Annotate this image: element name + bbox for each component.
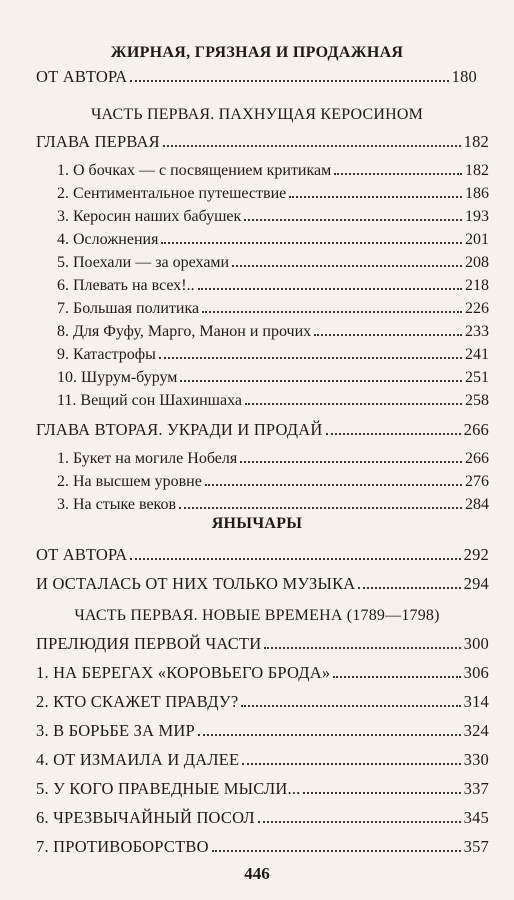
book2-title-text: ЯНЫЧАРЫ	[211, 515, 303, 532]
toc-entry-label: ГЛАВА ПЕРВАЯ	[36, 132, 160, 151]
toc-entry-page: 182	[463, 132, 489, 151]
toc-entry[interactable]	[0, 829, 514, 857]
part-title-text: ЧАСТЬ ПЕРВАЯ. НОВЫЕ ВРЕМЕНА (1789—1798)	[74, 607, 440, 624]
toc-entry-label: 7. ПРОТИВОБОРСТВО	[36, 837, 209, 856]
leader-dots	[264, 647, 460, 649]
book1-title	[0, 34, 514, 62]
toc-entry-page: 300	[463, 634, 489, 653]
toc-entry-page: 276	[465, 473, 489, 490]
leader-dots	[242, 763, 460, 765]
book2-title	[0, 505, 514, 533]
leader-dots	[333, 676, 460, 678]
toc-entry-label: 3. На стыке веков	[57, 496, 177, 513]
leader-dots	[198, 734, 461, 736]
toc-entry[interactable]	[0, 742, 514, 770]
toc-entry-label: ГЛАВА ВТОРАЯ. УКРАДИ И ПРОДАЙ	[36, 420, 323, 439]
toc-entry-chapter1[interactable]	[0, 124, 514, 152]
toc-entry-page: 266	[465, 450, 489, 467]
toc-entry-label: 6. Плевать на всех!..	[57, 277, 195, 294]
toc-entry-page: 324	[463, 721, 489, 740]
leader-dots	[326, 433, 461, 435]
toc-entry-page: 314	[463, 692, 489, 711]
toc-entry-label: 8. Для Фуфу, Марго, Манон и прочих	[57, 323, 312, 340]
leader-dots	[241, 705, 460, 707]
toc-entry-page: 186	[465, 185, 489, 202]
toc-entry-page: 193	[465, 208, 489, 225]
toc-entry-label: 1. Букет на могиле Нобеля	[57, 450, 238, 467]
toc-entry-page: 180	[451, 67, 477, 86]
toc-entry-page: 294	[463, 574, 489, 593]
page-number	[0, 856, 514, 884]
toc-entry-label: 5. Поехали — за орехами	[57, 254, 230, 271]
toc-entry-page: 208	[465, 254, 489, 271]
leader-dots	[130, 558, 460, 560]
leader-dots	[358, 587, 460, 589]
toc-entry-page: 258	[465, 392, 489, 409]
leader-dots	[212, 850, 461, 852]
toc-entry-label: 4. Осложнения	[57, 231, 159, 248]
toc-entry-label: 5. У КОГО ПРАВЕДНЫЕ МЫСЛИ...	[36, 779, 301, 798]
toc-entry-label: 2. На высшем уровне	[57, 473, 202, 490]
toc-entry-page: 292	[463, 545, 489, 564]
toc-entry-page: 284	[465, 496, 489, 513]
toc-entry-page: 357	[463, 837, 489, 856]
toc-entry[interactable]	[0, 655, 514, 683]
toc-entry-label: ОТ АВТОРА	[36, 67, 128, 86]
toc-entry-page: 218	[465, 277, 489, 294]
toc-entry-label: 11. Вещий сон Шахиншаха	[57, 392, 242, 409]
page-number-text: 446	[244, 864, 270, 883]
toc-entry-page: 251	[465, 369, 489, 386]
toc-entry-from-author-2[interactable]	[0, 537, 514, 565]
toc-entry-label: 3. В БОРЬБЕ ЗА МИР	[36, 721, 195, 740]
toc-entry-label: ОТ АВТОРА	[36, 545, 128, 564]
book1-part1-title	[0, 96, 514, 124]
leader-dots	[130, 80, 448, 82]
toc-entry-page: 201	[465, 231, 489, 248]
toc-entry-page: 226	[465, 300, 489, 317]
toc-entry-label: 1. О бочках — с посвящением критикам	[57, 162, 332, 179]
toc-entry-label: 3. Керосин наших бабушек	[57, 208, 242, 225]
toc-subentry[interactable]	[0, 382, 514, 410]
toc-entry-label: 9. Катастрофы	[57, 346, 156, 363]
toc-entry[interactable]	[0, 800, 514, 828]
toc-entry-label: ПРЕЛЮДИЯ ПЕРВОЙ ЧАСТИ	[36, 634, 262, 653]
toc-entry-label: И ОСТАЛАСЬ ОТ НИХ ТОЛЬКО МУЗЫКА	[36, 574, 356, 593]
leader-dots	[258, 821, 461, 823]
toc-entry[interactable]	[0, 684, 514, 712]
book1-title-text: ЖИРНАЯ, ГРЯЗНАЯ И ПРОДАЖНАЯ	[110, 44, 404, 61]
toc-entry-label: 10. Шурум-бурум	[57, 369, 178, 386]
part-title-text: ЧАСТЬ ПЕРВАЯ. ПАХНУЩАЯ КЕРОСИНОМ	[90, 106, 424, 123]
toc-entry-label: 2. Сентиментальное путешествие	[57, 185, 287, 202]
toc-entry-page: 337	[463, 779, 489, 798]
toc-entry-page: 266	[463, 420, 489, 439]
toc-entry-page: 345	[463, 808, 489, 827]
toc-entry[interactable]	[0, 713, 514, 741]
toc-entry-page: 241	[465, 346, 489, 363]
toc-entry-page: 306	[463, 663, 489, 682]
toc-entry-music[interactable]	[0, 566, 514, 594]
toc-entry-label: 2. КТО СКАЖЕТ ПРАВДУ?	[36, 692, 239, 711]
book2-part1-title	[0, 597, 514, 625]
toc-entry-label: 4. ОТ ИЗМАИЛА И ДАЛЕЕ	[36, 750, 240, 769]
toc-entry-page: 182	[465, 162, 489, 179]
toc-entry-from-author-1[interactable]	[0, 59, 514, 87]
toc-entry-label: 1. НА БЕРЕГАХ «КОРОВЬЕГО БРОДА»	[36, 663, 331, 682]
toc-entry-label: 6. ЧРЕЗВЫЧАЙНЫЙ ПОСОЛ	[36, 808, 255, 827]
leader-dots	[163, 145, 461, 147]
toc-entry[interactable]	[0, 771, 514, 799]
leader-dots	[303, 792, 460, 794]
leader-dots	[245, 403, 462, 405]
toc-entry-chapter2[interactable]	[0, 412, 514, 440]
toc-entry[interactable]	[0, 626, 514, 654]
toc-entry-label: 7. Большая политика	[57, 300, 200, 317]
toc-entry-page: 233	[465, 323, 489, 340]
toc-entry-page: 330	[463, 750, 489, 769]
